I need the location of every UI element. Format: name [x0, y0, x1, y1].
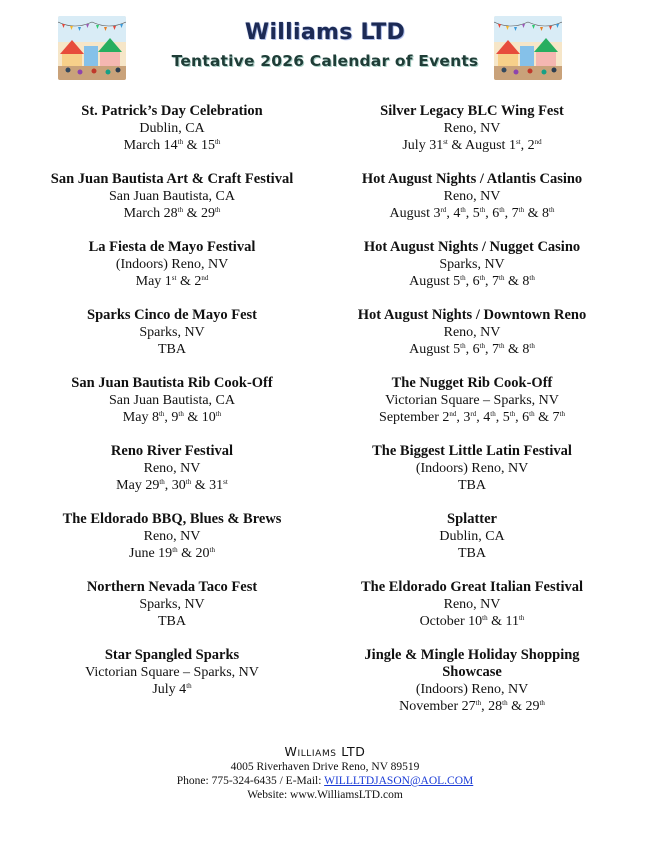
event-date-text: March 28 [123, 206, 178, 221]
ordinal-suffix: nd [534, 138, 542, 146]
event-date-text: , 4 [476, 410, 491, 425]
event-date-text: & 10 [183, 410, 216, 425]
ordinal-suffix: th [529, 410, 535, 418]
event-name: Reno River Festival [110, 443, 234, 459]
event-date-text: & 29 [507, 699, 540, 714]
ordinal-suffix: th [529, 274, 535, 282]
event-name: The Eldorado BBQ, Blues & Brews [62, 511, 282, 527]
event-name: The Eldorado Great Italian Festival [360, 579, 584, 595]
ordinal-suffix: th [178, 410, 184, 418]
event-item [42, 171, 302, 239]
event-location: Reno, NV [443, 121, 501, 136]
event-date-text: , 7 [485, 342, 500, 357]
event-name: San Juan Bautista Rib Cook-Off [71, 375, 273, 391]
event-location: Victorian Square – Sparks, NV [385, 393, 559, 408]
event-location: (Indoors) Reno, NV [415, 461, 529, 476]
ordinal-suffix: th [460, 206, 466, 214]
event-date [42, 273, 302, 290]
event-date-text: , 28 [481, 699, 503, 714]
event-location: Victorian Square – Sparks, NV [85, 665, 259, 680]
event-date-text: August 5 [409, 274, 461, 289]
footer-company-name: Williams LTD [284, 744, 366, 759]
event-date-text: , 30 [164, 478, 186, 493]
event-date-text: TBA [158, 342, 186, 357]
event-date-text: & 11 [487, 614, 519, 629]
ordinal-suffix: th [490, 410, 496, 418]
event-item [42, 511, 302, 579]
event-location: Reno, NV [443, 597, 501, 612]
ordinal-suffix: th [479, 274, 486, 282]
ordinal-suffix: th [177, 138, 184, 146]
event-item [337, 511, 607, 579]
ordinal-suffix: th [539, 699, 545, 707]
event-date-text: , 7 [504, 206, 519, 221]
event-date-text: , 6 [515, 410, 530, 425]
event-date-text: October 10 [419, 614, 483, 629]
ordinal-suffix: st [223, 478, 228, 486]
event-date-text: May 29 [116, 478, 160, 493]
event-location: Reno, NV [443, 325, 501, 340]
event-item [337, 307, 607, 375]
event-date-text: , 7 [485, 274, 500, 289]
event-item [42, 307, 302, 375]
page-title: Williams LTD [244, 20, 406, 45]
event-date-text: May 8 [122, 410, 159, 425]
event-item [42, 239, 302, 307]
ordinal-suffix: th [499, 206, 505, 214]
event-name: La Fiesta de Mayo Festival [88, 239, 256, 255]
event-date-text: , 6 [485, 206, 500, 221]
event-date-text: TBA [458, 546, 486, 561]
ordinal-suffix: th [158, 410, 165, 418]
events-column-right [337, 103, 607, 715]
ordinal-suffix: th [518, 206, 525, 214]
footer-address: 4005 Riverhaven Drive Reno, NV 89519 [230, 761, 420, 773]
event-date-text: TBA [458, 478, 486, 493]
event-name: Splatter [447, 511, 497, 527]
ordinal-suffix: th [186, 682, 192, 690]
event-date [337, 613, 607, 630]
event-date [337, 409, 607, 426]
event-date-text: March 14 [123, 138, 178, 153]
event-date-text: & 29 [183, 206, 215, 221]
event-date [42, 137, 302, 154]
event-item [337, 171, 607, 239]
event-date-text: & 2 [176, 274, 202, 289]
event-date [42, 341, 302, 358]
ordinal-suffix: th [479, 342, 486, 350]
event-location: San Juan Bautista, CA [109, 393, 235, 408]
event-date-text: & 8 [524, 206, 550, 221]
ordinal-suffix: th [215, 410, 222, 418]
event-date-text: August 5 [409, 342, 461, 357]
event-item [42, 647, 302, 715]
event-location: Sparks, NV [439, 257, 505, 272]
event-date [337, 137, 607, 154]
event-location: Sparks, NV [139, 325, 205, 340]
ordinal-suffix: rd [470, 410, 477, 418]
ordinal-suffix: nd [201, 274, 209, 282]
event-date-text: , 5 [465, 206, 480, 221]
event-date-text: June 19 [129, 546, 173, 561]
event-item [337, 375, 607, 443]
page-subtitle: Tentative 2026 Calendar of Events [171, 52, 479, 70]
event-name: Sparks Cinco de Mayo Fest [87, 307, 257, 323]
event-item [42, 375, 302, 443]
event-item [337, 103, 607, 171]
event-location: Dublin, CA [439, 529, 505, 544]
ordinal-suffix: th [172, 546, 178, 554]
ordinal-suffix: th [460, 342, 466, 350]
event-name: Star Spangled Sparks [104, 647, 240, 663]
event-item [337, 239, 607, 307]
ordinal-suffix: th [502, 699, 508, 707]
event-item [337, 443, 607, 511]
event-name: St. Patrick’s Day Celebration [81, 103, 263, 119]
event-date [42, 613, 302, 630]
event-item [42, 443, 302, 511]
ordinal-suffix: st [515, 138, 521, 146]
event-date-text: , 9 [164, 410, 179, 425]
event-date-text: & 15 [183, 138, 215, 153]
event-date-text: & 7 [534, 410, 560, 425]
event-date-text: TBA [158, 614, 186, 629]
event-name: The Nugget Rib Cook-Off [391, 375, 553, 391]
event-date-text: & 31 [191, 478, 224, 493]
event-item [42, 103, 302, 171]
event-date-text: May 1 [135, 274, 172, 289]
ordinal-suffix: th [559, 410, 565, 418]
event-date [42, 545, 302, 562]
ordinal-suffix: th [549, 206, 555, 214]
ordinal-suffix: th [479, 206, 486, 214]
event-date-text: July 4 [152, 682, 187, 697]
ordinal-suffix: th [209, 546, 215, 554]
event-item [337, 579, 607, 647]
event-date-text: , 6 [465, 274, 480, 289]
event-location: Reno, NV [143, 529, 201, 544]
event-location: (Indoors) Reno, NV [115, 257, 229, 272]
event-date-text: , 6 [465, 342, 480, 357]
event-date [337, 273, 607, 290]
event-date-text: August 3 [389, 206, 441, 221]
event-location: Reno, NV [143, 461, 201, 476]
event-name: Hot August Nights / Downtown Reno [357, 307, 587, 323]
events-column-left [42, 103, 302, 715]
event-location: Dublin, CA [139, 121, 205, 136]
email-link[interactable]: WILLLTDJASON@AOL.COM [324, 775, 474, 787]
event-name: The Biggest Little Latin Festival [372, 443, 572, 459]
ordinal-suffix: th [214, 206, 221, 214]
event-date-text: & 8 [504, 274, 530, 289]
event-name: Hot August Nights / Atlantis Casino [361, 171, 583, 187]
event-location: (Indoors) Reno, NV [415, 682, 529, 697]
event-name: San Juan Bautista Art & Craft Festival [50, 171, 294, 187]
event-item [337, 647, 607, 715]
event-name: Hot August Nights / Nugget Casino [363, 239, 581, 255]
event-location: Sparks, NV [139, 597, 205, 612]
event-date [42, 205, 302, 222]
ordinal-suffix: th [159, 478, 165, 486]
footer-website: Website: www.WilliamsLTD.com [247, 789, 403, 801]
ordinal-suffix: th [509, 410, 516, 418]
footer-contact [0, 774, 650, 788]
ordinal-suffix: th [482, 614, 488, 622]
event-location: San Juan Bautista, CA [109, 189, 235, 204]
event-date [337, 545, 607, 562]
ordinal-suffix: th [214, 138, 221, 146]
event-date [337, 205, 607, 222]
ordinal-suffix: th [460, 274, 466, 282]
event-date-text: September 2 [379, 410, 450, 425]
ordinal-suffix: rd [440, 206, 447, 214]
event-name: Jingle & Mingle Holiday Shopping Showcase [364, 647, 580, 680]
event-date [42, 681, 302, 698]
ordinal-suffix: th [518, 614, 525, 622]
event-date-text: , 4 [446, 206, 461, 221]
event-date [42, 409, 302, 426]
ordinal-suffix: th [185, 478, 192, 486]
event-date [337, 698, 607, 715]
event-date-text: & August 1 [447, 138, 516, 153]
ordinal-suffix: st [443, 138, 448, 146]
event-name: Northern Nevada Taco Fest [86, 579, 258, 595]
event-date-text: November 27 [399, 699, 476, 714]
footer-phone: Phone: 775-324-6435 / E-Mail: [176, 775, 325, 787]
event-location: Reno, NV [443, 189, 501, 204]
event-date-text: , 3 [456, 410, 471, 425]
ordinal-suffix: st [171, 274, 177, 282]
event-date-text: July 31 [402, 138, 444, 153]
ordinal-suffix: th [499, 274, 505, 282]
event-item [42, 579, 302, 647]
ordinal-suffix: th [475, 699, 482, 707]
ordinal-suffix: th [529, 342, 535, 350]
event-date [42, 477, 302, 494]
event-name: Silver Legacy BLC Wing Fest [380, 103, 564, 119]
event-date-text: , 2 [520, 138, 535, 153]
event-date [337, 341, 607, 358]
ordinal-suffix: nd [449, 410, 457, 418]
event-date [337, 477, 607, 494]
ordinal-suffix: th [499, 342, 505, 350]
event-date-text: & 20 [177, 546, 210, 561]
event-date-text: , 5 [495, 410, 510, 425]
event-date-text: & 8 [504, 342, 530, 357]
footer [0, 745, 650, 802]
ordinal-suffix: th [177, 206, 184, 214]
